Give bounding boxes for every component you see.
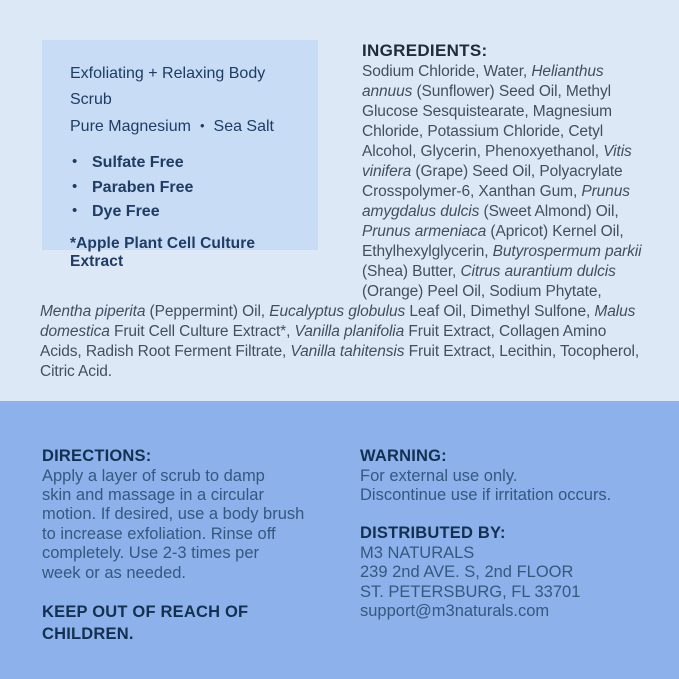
ingredients-text: Sodium Chloride, Water, Helianthus annuus (Sunflower) Seed Oil, Methyl Glucose Sesquistearate, Magnesium Chloride, Potassium Chloride, Cetyl Alcohol, Glycerin, Phenoxyethanol, Vitis vinifera (Grape) Seed Oil, Polyacrylate Crosspolymer-6, Xanthan Gum, Prunus amygdalus dulcis (Sweet Almond) Oil, Prunus armeniaca (Apricot) Kernel Oil, Ethylhexylglycerin, Butyrospermum parkii (Shea) Butter, Citrus aurantium dulcis (Orange) Peel Oil, Sodium Phytate, Mentha piperita (Peppermint) Oil, Eucalyptus globulus Leaf Oil, Dimethyl Sulfone, Malus domestica Fruit Cell Culture Extract*, Vanilla planifolia Fruit Extract, Collagen Amino Acids, Radish Root Ferment Filtrate, Vanilla tahitensis Fruit Extract, Lecithin, Tocopherol, Citric Acid. — [40, 63, 642, 380]
warning-distributor-column — [360, 447, 679, 679]
apple-extract-footnote: *Apple Plant Cell Culture Extract — [70, 235, 256, 270]
product-highlights-box — [42, 40, 318, 270]
feature-bullet-label: Sulfate Free — [92, 154, 184, 171]
bullet-icon: • — [72, 153, 78, 170]
directions-section — [0, 401, 679, 679]
ingredients-heading: INGREDIENTS: — [362, 41, 488, 60]
bullet-icon: • — [72, 177, 78, 195]
directions-heading: DIRECTIONS: — [42, 447, 152, 465]
directions-line: Apply a layer of scrub to damp — [42, 466, 265, 485]
feature-bullet-item — [70, 154, 300, 171]
directions-line: week or as needed. — [42, 563, 187, 582]
directions-line: skin and massage in a circular — [42, 485, 264, 504]
distributor-heading: DISTRIBUTED BY: — [360, 524, 506, 543]
directions-line: completely. Use 2-3 times per — [42, 544, 260, 563]
keep-out-warning: KEEP OUT OF REACH OF CHILDREN. — [42, 602, 249, 643]
distributor-email: support@m3naturals.com — [360, 602, 550, 621]
feature-bullet-list — [70, 154, 300, 220]
bullet-icon: • — [72, 202, 78, 219]
feature-bullet-label: Dye Free — [92, 203, 160, 220]
directions-line: to increase exfoliation. Rinse off — [42, 524, 276, 543]
warning-line: Discontinue use if irritation occurs. — [360, 485, 612, 504]
product-subtitle-right: Sea Salt — [213, 118, 274, 135]
dot-separator-icon: • — [199, 118, 205, 133]
product-subtitle — [70, 113, 300, 140]
feature-bullet-label: Paraben Free — [92, 178, 194, 196]
product-title: Exfoliating + Relaxing Body Scrub — [70, 65, 266, 108]
feature-bullet-item — [70, 179, 300, 196]
product-subtitle-left: Pure Magnesium — [70, 118, 191, 135]
feature-bullet-item — [70, 203, 300, 220]
directions-line: motion. If desired, use a body brush — [42, 505, 305, 524]
distributor-address-line: ST. PETERSBURG, FL 33701 — [360, 582, 581, 601]
distributor-name: M3 NATURALS — [360, 543, 475, 562]
distributor-address-line: 239 2nd AVE. S, 2nd FLOOR — [360, 563, 574, 582]
warning-heading: WARNING: — [360, 447, 447, 465]
warning-line: For external use only. — [360, 466, 518, 485]
directions-column — [42, 447, 360, 679]
